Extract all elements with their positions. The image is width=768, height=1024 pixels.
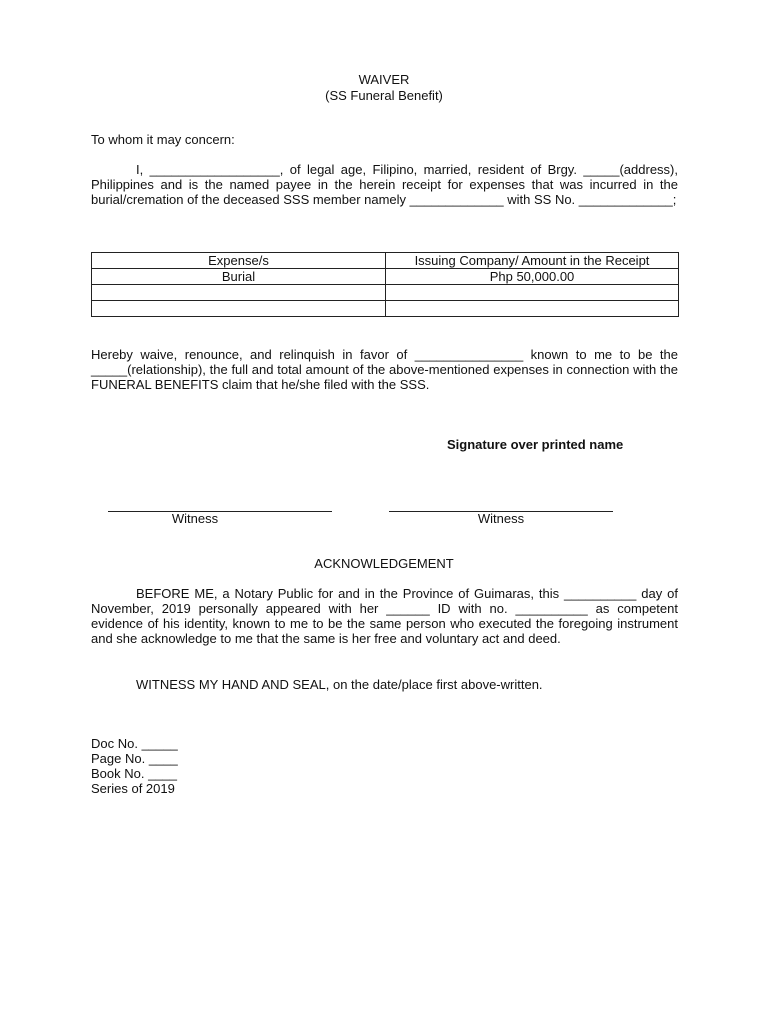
payee-paragraph-text: I, __________________, of legal age, Filipino, married, resident of Brgy. _____(address), Philippines and is the named payee in the herein receipt for expenses that was incurred in the burial/cremation of the deceased SSS member namely _____________ with SS No. _____________;: [91, 162, 678, 207]
header-issuing-company: Issuing Company/ Amount in the Receipt: [386, 253, 679, 269]
document-title: WAIVER: [358, 72, 410, 87]
doc-info: [91, 736, 178, 796]
waiver-paragraph: Hereby waive, renounce, and relinquish in favor of _______________ known to me to be the _____(relationship), the full and total amount of the above-mentioned expenses in connection with the FUNERAL BENEFITS claim that he/she filed with the SSS.: [91, 347, 678, 392]
expenses-table: [91, 252, 679, 317]
acknowledgement-paragraph: [91, 586, 678, 646]
witness-label-2: Witness: [477, 511, 525, 526]
table-row: [92, 301, 679, 317]
table-cell: [92, 301, 386, 317]
table-cell: [386, 285, 679, 301]
header-expenses: Expense/s: [92, 253, 386, 269]
table-cell: [92, 285, 386, 301]
acknowledgement-paragraph-text: BEFORE ME, a Notary Public for and in the Province of Guimaras, this __________ day of November, 2019 personally appeared with her ______ ID with no. __________ as competent evidence of his identity, known to me to be the same person who executed the foregoing instrument and she acknowledge to me that the same is her free and voluntary act and deed.: [91, 586, 678, 646]
table-cell: [386, 301, 679, 317]
witness-hand-seal: WITNESS MY HAND AND SEAL, on the date/place first above-written.: [136, 677, 543, 692]
table-row: [92, 285, 679, 301]
payee-paragraph: [91, 162, 678, 207]
doc-no: Doc No. _____: [91, 736, 178, 751]
series: Series of 2019: [91, 781, 175, 796]
acknowledgement-title: ACKNOWLEDGEMENT: [314, 556, 454, 571]
document-subtitle: (SS Funeral Benefit): [325, 88, 443, 103]
table-header-row: [92, 253, 679, 269]
signature-label: Signature over printed name: [447, 437, 624, 452]
salutation: To whom it may concern:: [91, 132, 235, 147]
page-no: Page No. ____: [91, 751, 178, 766]
table-cell: Burial: [92, 269, 386, 285]
table-cell: Php 50,000.00: [386, 269, 679, 285]
table-row: [92, 269, 679, 285]
witness-label-1: Witness: [171, 511, 219, 526]
book-no: Book No. ____: [91, 766, 178, 781]
